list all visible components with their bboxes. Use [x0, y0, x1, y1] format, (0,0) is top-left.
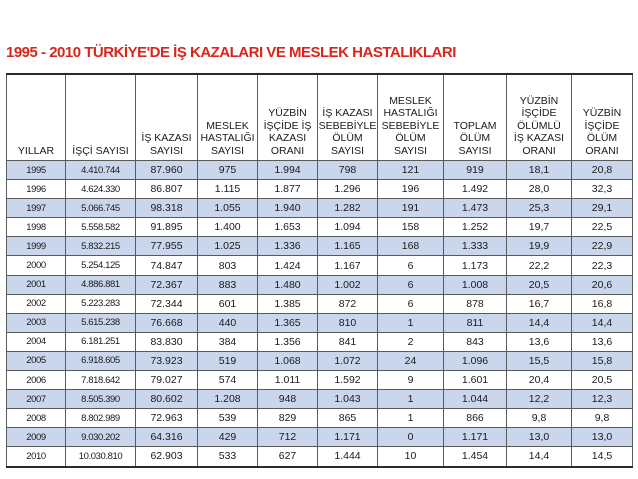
table-cell: 14,5 [572, 447, 633, 467]
worker-count-cell: 5.832.215 [66, 237, 136, 256]
table-cell: 539 [198, 409, 258, 428]
worker-count-cell: 6.918.605 [66, 351, 136, 370]
worker-count-cell: 8.505.390 [66, 390, 136, 409]
table-row [7, 390, 633, 409]
table-cell: 13,6 [572, 332, 633, 351]
year-cell: 1999 [7, 237, 66, 256]
year-cell: 1996 [7, 180, 66, 199]
year-cell: 2004 [7, 332, 66, 351]
table-cell: 24 [378, 351, 444, 370]
column-header-line: İŞ KAZASI [322, 107, 373, 119]
table-cell: 1.454 [444, 447, 507, 467]
table-row [7, 256, 633, 275]
year-cell: 1997 [7, 199, 66, 218]
worker-count-cell: 5.558.582 [66, 218, 136, 237]
table-cell: 168 [378, 237, 444, 256]
year-cell: 2005 [7, 351, 66, 370]
table-cell: 601 [198, 294, 258, 313]
table-cell: 1.473 [444, 199, 507, 218]
table-row [7, 428, 633, 447]
table-cell: 19,7 [507, 218, 572, 237]
table-cell: 872 [318, 294, 378, 313]
table-cell: 1.068 [258, 351, 318, 370]
table-cell: 1.008 [444, 275, 507, 294]
table-cell: 20,6 [572, 275, 633, 294]
table-cell: 1.296 [318, 180, 378, 199]
table-cell: 80.602 [136, 390, 198, 409]
column-header-line: SEBEBİYLE [381, 119, 440, 132]
column-header-line: SAYISI [149, 144, 184, 157]
worker-count-cell: 5.223.283 [66, 294, 136, 313]
column-header-line: HASTALIĞI [200, 132, 255, 144]
table-cell: 841 [318, 332, 378, 351]
worker-count-cell: 4.410.744 [66, 161, 136, 180]
table-row [7, 275, 633, 294]
year-cell: 2002 [7, 294, 66, 313]
table-cell: 32,3 [572, 180, 633, 199]
table-cell: 948 [258, 390, 318, 409]
table-cell: 1.096 [444, 351, 507, 370]
column-header-line: ORANI [522, 144, 556, 157]
column-header-line: İŞ KAZASI [141, 132, 192, 144]
table-cell: 440 [198, 313, 258, 332]
table-cell: 1.072 [318, 351, 378, 370]
column-header-line: SAYISI [330, 144, 365, 157]
table-cell: 1.400 [198, 218, 258, 237]
table-row [7, 351, 633, 370]
table-cell: 384 [198, 332, 258, 351]
column-header-line: İŞ KAZASI [513, 132, 565, 144]
year-cell: 2006 [7, 371, 66, 390]
column-header-line: ÖLÜM [332, 132, 363, 144]
table-row [7, 237, 633, 256]
table-row [7, 161, 633, 180]
table-cell: 1.171 [444, 428, 507, 447]
worker-count-cell: 7.818.642 [66, 371, 136, 390]
table-cell: 1.365 [258, 313, 318, 332]
table-row [7, 447, 633, 467]
column-header-line: ÖLÜM [586, 132, 618, 144]
table-cell: 1.940 [258, 199, 318, 218]
table-cell: 22,5 [572, 218, 633, 237]
table-cell: 83.830 [136, 332, 198, 351]
column-header-line: HASTALIĞI [383, 107, 438, 119]
table-cell: 9,8 [572, 409, 633, 428]
column-header [7, 74, 66, 161]
table-cell: 0 [378, 428, 444, 447]
column-header-line: KAZASI [268, 132, 307, 144]
table-cell: 12,2 [507, 390, 572, 409]
table-cell: 2 [378, 332, 444, 351]
column-header-line: ORANI [270, 144, 305, 157]
worker-count-cell: 10.030.810 [66, 447, 136, 467]
table-cell: 1.424 [258, 256, 318, 275]
table-cell: 1.055 [198, 199, 258, 218]
column-header-line: ORANI [585, 144, 619, 157]
table-cell: 6 [378, 256, 444, 275]
table-cell: 1.592 [318, 371, 378, 390]
column-header-line: İŞÇİDE [521, 107, 557, 119]
table-cell: 19,9 [507, 237, 572, 256]
table-cell: 519 [198, 351, 258, 370]
table-row [7, 332, 633, 351]
table-cell: 22,3 [572, 256, 633, 275]
column-header-line: YILLAR [17, 144, 55, 157]
table-cell: 29,1 [572, 199, 633, 218]
table-cell: 574 [198, 371, 258, 390]
year-cell: 2007 [7, 390, 66, 409]
table-row [7, 180, 633, 199]
column-header-line: SAYISI [393, 144, 428, 157]
year-cell: 2010 [7, 447, 66, 467]
table-cell: 10 [378, 447, 444, 467]
worker-count-cell: 6.181.251 [66, 332, 136, 351]
table-cell: 87.960 [136, 161, 198, 180]
table-cell: 73.923 [136, 351, 198, 370]
table-cell: 13,6 [507, 332, 572, 351]
table-cell: 79.027 [136, 371, 198, 390]
column-header-line: SEBEBİYLE [318, 119, 377, 132]
table-row [7, 409, 633, 428]
statistics-table-container [6, 73, 632, 468]
table-cell: 810 [318, 313, 378, 332]
table-cell: 196 [378, 180, 444, 199]
table-cell: 20,8 [572, 161, 633, 180]
table-cell: 1.167 [318, 256, 378, 275]
table-cell: 9 [378, 371, 444, 390]
table-cell: 1.282 [318, 199, 378, 218]
table-cell: 712 [258, 428, 318, 447]
table-cell: 627 [258, 447, 318, 467]
column-header-line: YÜZBİN [582, 107, 622, 119]
table-cell: 865 [318, 409, 378, 428]
column-header-line: SAYISI [210, 144, 245, 157]
year-cell: 2008 [7, 409, 66, 428]
table-cell: 429 [198, 428, 258, 447]
table-cell: 191 [378, 199, 444, 218]
table-cell: 1.336 [258, 237, 318, 256]
table-cell: 1.173 [444, 256, 507, 275]
table-cell: 1.444 [318, 447, 378, 467]
table-cell: 72.963 [136, 409, 198, 428]
worker-count-cell: 5.066.745 [66, 199, 136, 218]
table-cell: 1.480 [258, 275, 318, 294]
table-cell: 72.344 [136, 294, 198, 313]
occupational-accidents-table [6, 73, 633, 468]
table-cell: 91.895 [136, 218, 198, 237]
table-row [7, 199, 633, 218]
table-cell: 1.653 [258, 218, 318, 237]
table-cell: 878 [444, 294, 507, 313]
table-cell: 22,9 [572, 237, 633, 256]
table-cell: 15,5 [507, 351, 572, 370]
table-cell: 14,4 [507, 313, 572, 332]
table-cell: 22,2 [507, 256, 572, 275]
table-cell: 811 [444, 313, 507, 332]
worker-count-cell: 5.615.238 [66, 313, 136, 332]
column-header-line: ÖLÜMLÜ [517, 119, 561, 132]
column-header [258, 74, 318, 161]
table-cell: 1.208 [198, 390, 258, 409]
column-header-line: TOPLAM [453, 119, 497, 132]
table-cell: 13,0 [572, 428, 633, 447]
table-cell: 1.165 [318, 237, 378, 256]
table-cell: 64.316 [136, 428, 198, 447]
table-cell: 16,8 [572, 294, 633, 313]
year-cell: 2000 [7, 256, 66, 275]
table-cell: 1.094 [318, 218, 378, 237]
column-header [198, 74, 258, 161]
table-cell: 1.492 [444, 180, 507, 199]
table-cell: 1.601 [444, 371, 507, 390]
table-cell: 533 [198, 447, 258, 467]
table-cell: 86.807 [136, 180, 198, 199]
column-header-line: ÖLÜM [459, 132, 491, 144]
table-cell: 77.955 [136, 237, 198, 256]
column-header-line: SAYISI [458, 144, 492, 157]
table-cell: 62.903 [136, 447, 198, 467]
table-cell: 1.115 [198, 180, 258, 199]
worker-count-cell: 4.886.881 [66, 275, 136, 294]
column-header-line: İŞÇİ SAYISI [72, 144, 129, 157]
table-cell: 803 [198, 256, 258, 275]
year-cell: 2003 [7, 313, 66, 332]
table-cell: 74.847 [136, 256, 198, 275]
table-row [7, 371, 633, 390]
column-header [444, 74, 507, 161]
table-cell: 975 [198, 161, 258, 180]
table-cell: 1.043 [318, 390, 378, 409]
page-title: 1995 - 2010 TÜRKİYE'DE İŞ KAZALARI VE MESLEK HASTALIKLARI [6, 44, 456, 61]
table-cell: 1.044 [444, 390, 507, 409]
table-cell: 829 [258, 409, 318, 428]
table-cell: 12,3 [572, 390, 633, 409]
table-cell: 15,8 [572, 351, 633, 370]
column-header [136, 74, 198, 161]
worker-count-cell: 5.254.125 [66, 256, 136, 275]
table-row [7, 313, 633, 332]
table-cell: 28,0 [507, 180, 572, 199]
table-cell: 158 [378, 218, 444, 237]
table-cell: 919 [444, 161, 507, 180]
table-cell: 14,4 [572, 313, 633, 332]
column-header-line: İŞÇİDE [584, 119, 620, 132]
year-cell: 2001 [7, 275, 66, 294]
table-cell: 1 [378, 390, 444, 409]
table-cell: 98.318 [136, 199, 198, 218]
table-header-row [7, 74, 633, 161]
table-cell: 14,4 [507, 447, 572, 467]
table-cell: 20,4 [507, 371, 572, 390]
table-cell: 6 [378, 294, 444, 313]
column-header-line: MESLEK [389, 94, 432, 107]
column-header [378, 74, 444, 161]
year-cell: 2009 [7, 428, 66, 447]
column-header-line: YÜZBİN [519, 94, 559, 107]
table-cell: 883 [198, 275, 258, 294]
table-cell: 1.356 [258, 332, 318, 351]
table-body [7, 161, 633, 467]
table-cell: 20,5 [507, 275, 572, 294]
column-header [572, 74, 633, 161]
table-row [7, 218, 633, 237]
table-cell: 72.367 [136, 275, 198, 294]
table-cell: 1.025 [198, 237, 258, 256]
table-cell: 1.011 [258, 371, 318, 390]
column-header-line: MESLEK [206, 119, 249, 132]
column-header [66, 74, 136, 161]
table-cell: 866 [444, 409, 507, 428]
worker-count-cell: 4.624.330 [66, 180, 136, 199]
table-cell: 121 [378, 161, 444, 180]
table-cell: 1.002 [318, 275, 378, 294]
table-cell: 1.877 [258, 180, 318, 199]
table-cell: 1 [378, 409, 444, 428]
table-cell: 1.333 [444, 237, 507, 256]
column-header-line: İŞÇİDE İŞ [263, 119, 312, 132]
table-cell: 6 [378, 275, 444, 294]
table-cell: 1 [378, 313, 444, 332]
table-cell: 20,5 [572, 371, 633, 390]
table-cell: 1.385 [258, 294, 318, 313]
year-cell: 1998 [7, 218, 66, 237]
table-cell: 16,7 [507, 294, 572, 313]
worker-count-cell: 8.802.989 [66, 409, 136, 428]
column-header-line: ÖLÜM [395, 132, 426, 144]
table-cell: 76.668 [136, 313, 198, 332]
worker-count-cell: 9.030.202 [66, 428, 136, 447]
table-cell: 843 [444, 332, 507, 351]
table-row [7, 294, 633, 313]
column-header [507, 74, 572, 161]
table-cell: 13,0 [507, 428, 572, 447]
year-cell: 1995 [7, 161, 66, 180]
table-cell: 25,3 [507, 199, 572, 218]
table-cell: 1.994 [258, 161, 318, 180]
table-cell: 9,8 [507, 409, 572, 428]
table-cell: 1.252 [444, 218, 507, 237]
table-cell: 18,1 [507, 161, 572, 180]
table-cell: 798 [318, 161, 378, 180]
table-cell: 1.171 [318, 428, 378, 447]
column-header-line: YÜZBİN [268, 107, 307, 119]
column-header [318, 74, 378, 161]
